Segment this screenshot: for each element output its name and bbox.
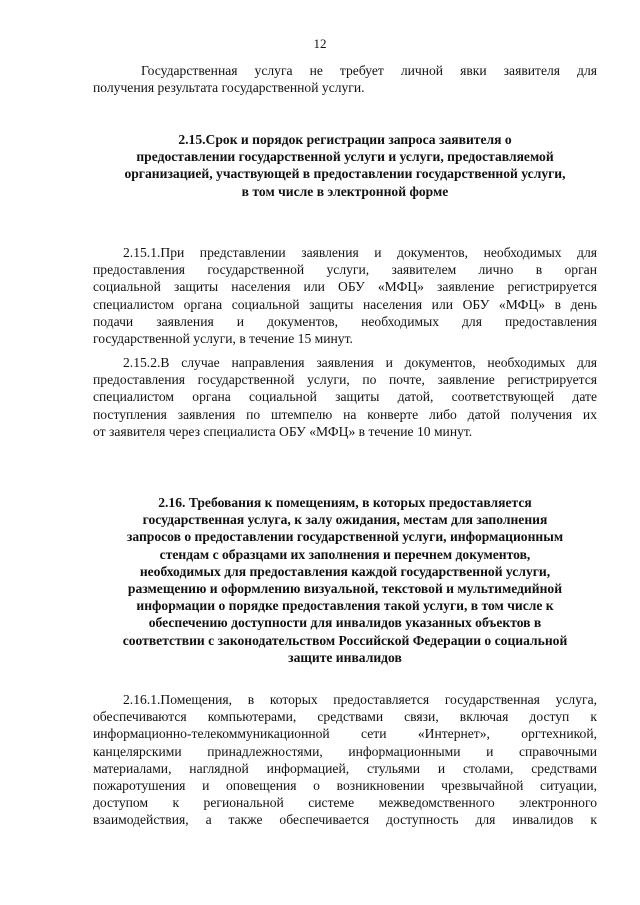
- text-line: доступом к региональной системе межведомственного электронного: [93, 795, 597, 811]
- text-line: обеспечиваются компьютерами, средствами связи, включая доступ к: [93, 709, 597, 725]
- text-line: 2.15.2.В случае направления заявления и документов, необходимых для: [123, 355, 597, 370]
- heading-line: государственная услуга, к залу ожидания, местам для заполнения: [142, 512, 548, 528]
- text-line: взаимодействия, а также обеспечивается доступность для инвалидов к: [93, 812, 597, 828]
- text-line: подачи заявления и документов, необходимых для предоставления: [93, 313, 597, 329]
- text-line: специалистом органа социальной защиты населения или ОБУ «МФЦ» в день: [93, 296, 597, 312]
- text-line: специалистом органа социальной защиты датой, соответствующей дате: [93, 389, 597, 405]
- text-line: пожаротушения и оповещения о возникновении чрезвычайной ситуации,: [93, 777, 597, 793]
- text-line: государственной услуги, в течение 15 минут.: [93, 330, 353, 346]
- section-2-16-heading: [93, 494, 597, 666]
- text-line: 2.15.1.При представлении заявления и документов, необходимых для: [123, 245, 597, 260]
- text-line: канцелярскими принадлежностями, информационными и справочными: [93, 743, 597, 759]
- heading-line: необходимых для предоставления каждой государственной услуги,: [139, 563, 551, 579]
- text-line: предоставления государственной услуги, заявителем лично в орган: [93, 262, 597, 278]
- heading-line: 2.16. Требования к помещениям, в которых предоставляется: [158, 495, 532, 510]
- heading-line: организацией, участвующей в предоставлении государственной услуги,: [124, 166, 566, 182]
- text-line: 2.16.1.Помещения, в которых предоставляется государственная услуга,: [123, 692, 597, 707]
- heading-line: информации о порядке предоставления такой услуги, в том числе к: [136, 598, 554, 614]
- text-line: социальной защиты населения или ОБУ «МФЦ» заявление регистрируется: [93, 279, 597, 295]
- paragraph-2-15-2: [93, 354, 597, 440]
- text-line: от заявителя через специалиста ОБУ «МФЦ» в течение 10 минут.: [93, 423, 473, 439]
- text-line: информационно-телекоммуникационной сети «Интернет», оргтехникой,: [93, 726, 597, 742]
- heading-line: соответствии с законодательством Российской Федерации о социальной: [122, 632, 568, 648]
- page-number: 12: [313, 36, 327, 51]
- heading-line: стендам с образцами их заполнения и перечнем документов,: [159, 546, 531, 562]
- heading-line: предоставлении государственной услуги и услуги, предоставляемой: [136, 149, 554, 165]
- text-line: материалами, наглядной информацией, стульями и столами, средствами: [93, 760, 597, 776]
- heading-line: обеспечению доступности для инвалидов указанных объектов в: [148, 615, 542, 631]
- text-line: получения результата государственной услуги.: [93, 80, 365, 96]
- text-line: Государственная услуга не требует личной явки заявителя для: [141, 63, 597, 78]
- paragraph-2-15-1: [93, 244, 597, 347]
- section-2-15-heading: [93, 131, 597, 200]
- heading-line: запросов о предоставлении государственной услуги, информационным: [126, 529, 564, 545]
- heading-line: защите инвалидов: [288, 649, 402, 665]
- heading-line: размещению и оформлению визуальной, текстовой и мультимедийной: [127, 580, 563, 596]
- heading-line: 2.15.Срок и порядок регистрации запроса заявителя о: [178, 132, 512, 147]
- paragraph-2-16-1: [93, 691, 597, 829]
- text-line: предоставления государственной услуги, по почте, заявление регистрируется: [93, 372, 597, 388]
- heading-line: в том числе в электронной форме: [241, 183, 449, 199]
- intro-paragraph: [93, 62, 597, 96]
- text-line: поступления заявления по штемпелю на конверте либо датой получения их: [93, 406, 597, 422]
